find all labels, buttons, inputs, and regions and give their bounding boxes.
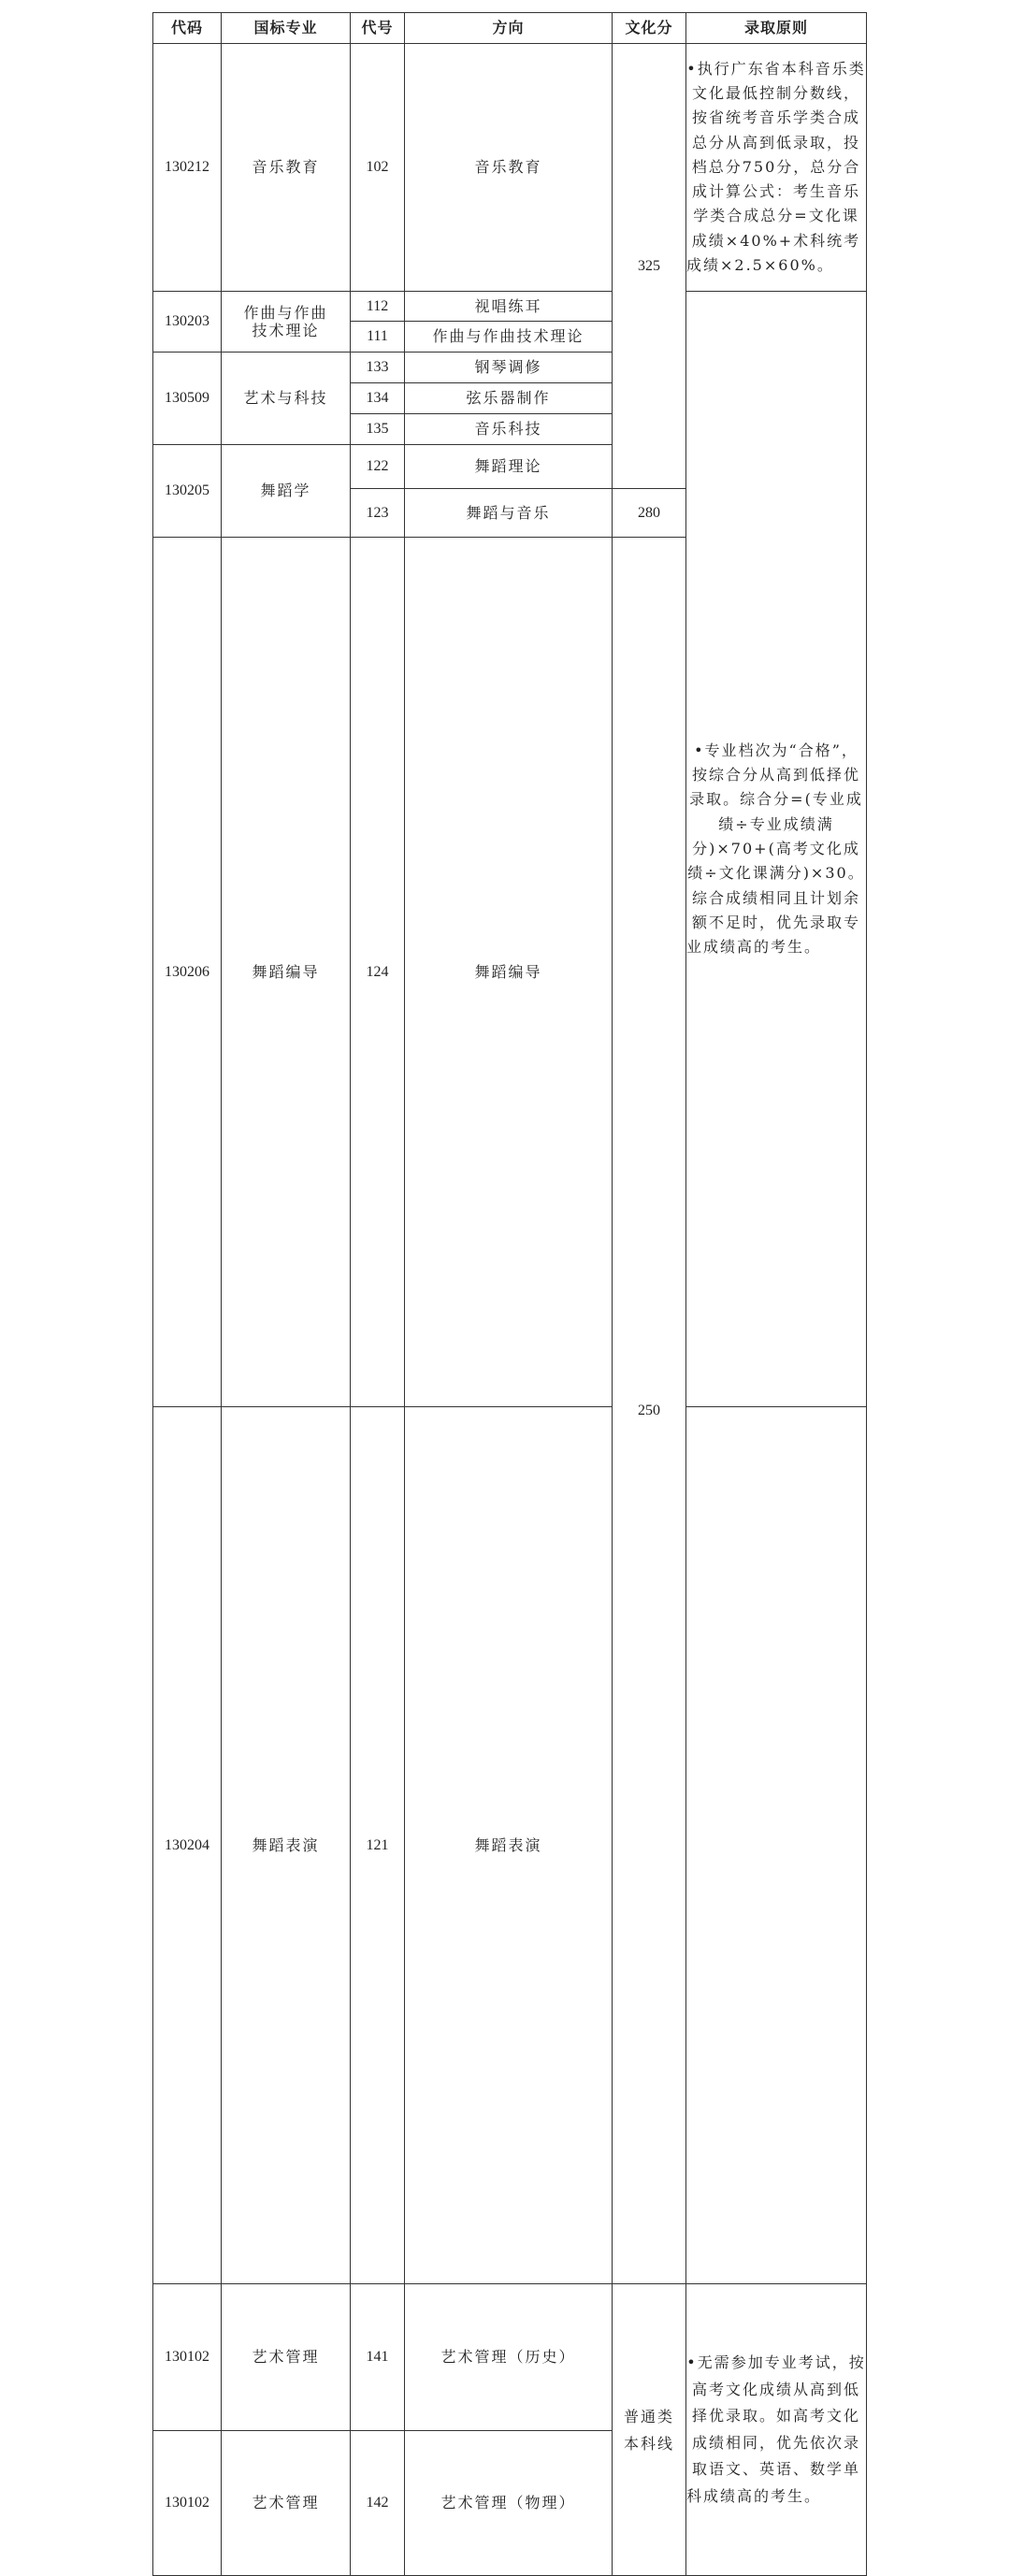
major-name: 艺术管理 — [222, 2284, 351, 2431]
major-code: 130203 — [153, 292, 222, 353]
direction-name: 舞蹈编导 — [405, 538, 613, 1407]
direction-code: 121 — [351, 1407, 405, 2284]
direction-code: 135 — [351, 414, 405, 445]
header-direction: 方向 — [405, 13, 613, 44]
major-name: 舞蹈学 — [222, 445, 351, 538]
table-row — [153, 2284, 867, 2431]
culture-score: 250 — [613, 538, 686, 2284]
header-code: 代码 — [153, 13, 222, 44]
header-culture-score: 文化分 — [613, 13, 686, 44]
direction-name: 作曲与作曲技术理论 — [405, 322, 613, 353]
major-name: 艺术与科技 — [222, 353, 351, 445]
major-name: 舞蹈表演 — [222, 1407, 351, 2284]
admission-rule: •专业档次为“合格”，按综合分从高到低择优录取。综合分=(专业成绩÷专业成绩满分)×70+(高考文化成绩÷文化课满分)×30。综合成绩相同且计划余额不足时，优先录取专业成绩高的考生。 — [686, 292, 867, 1407]
header-admission-rule: 录取原则 — [686, 13, 867, 44]
direction-name: 音乐教育 — [405, 44, 613, 292]
direction-name: 艺术管理（物理） — [405, 2431, 613, 2576]
header-row — [153, 13, 867, 44]
direction-name: 钢琴调修 — [405, 353, 613, 383]
direction-code: 134 — [351, 383, 405, 414]
direction-code: 133 — [351, 353, 405, 383]
major-code: 130102 — [153, 2431, 222, 2576]
admission-rule: •无需参加专业考试，按高考文化成绩从高到低择优录取。如高考文化成绩相同，优先依次录取语文、英语、数学单科成绩高的考生。 — [686, 2284, 867, 2576]
culture-score: 280 — [613, 489, 686, 538]
table-row — [153, 44, 867, 97]
major-code: 130205 — [153, 445, 222, 538]
table-row — [153, 1407, 867, 2284]
major-name: 艺术管理 — [222, 2431, 351, 2576]
major-name: 舞蹈编导 — [222, 538, 351, 1407]
header-dir-code: 代号 — [351, 13, 405, 44]
major-code: 130204 — [153, 1407, 222, 2284]
direction-name: 弦乐器制作 — [405, 383, 613, 414]
header-major: 国标专业 — [222, 13, 351, 44]
direction-name: 舞蹈表演 — [405, 1407, 613, 2284]
direction-code: 123 — [351, 489, 405, 538]
direction-code: 142 — [351, 2431, 405, 2576]
direction-name: 舞蹈与音乐 — [405, 489, 613, 538]
major-code: 130212 — [153, 44, 222, 292]
table-row — [153, 292, 867, 322]
culture-score: 325 — [613, 44, 686, 489]
direction-name: 音乐科技 — [405, 414, 613, 445]
culture-score: 普通类本科线 — [613, 2284, 686, 2576]
admission-rule: •执行广东省本科音乐类文化最低控制分数线，按省统考音乐学类合成总分从高到低录取，投档总分750分，总分合成计算公式：考生音乐学类合成总分=文化课成绩×40%+术科统考成绩×2.5×60%。 — [686, 44, 867, 292]
major-name: 音乐教育 — [222, 44, 351, 292]
direction-name: 舞蹈理论 — [405, 445, 613, 489]
direction-code: 141 — [351, 2284, 405, 2431]
direction-code: 122 — [351, 445, 405, 489]
major-code: 130509 — [153, 353, 222, 445]
major-code: 130102 — [153, 2284, 222, 2431]
direction-name: 视唱练耳 — [405, 292, 613, 322]
major-code: 130206 — [153, 538, 222, 1407]
direction-code: 102 — [351, 44, 405, 292]
direction-code: 111 — [351, 322, 405, 353]
direction-name: 艺术管理（历史） — [405, 2284, 613, 2431]
direction-code: 112 — [351, 292, 405, 322]
direction-code: 124 — [351, 538, 405, 1407]
admission-table — [152, 12, 867, 2576]
major-name: 作曲与作曲技术理论 — [222, 292, 351, 353]
